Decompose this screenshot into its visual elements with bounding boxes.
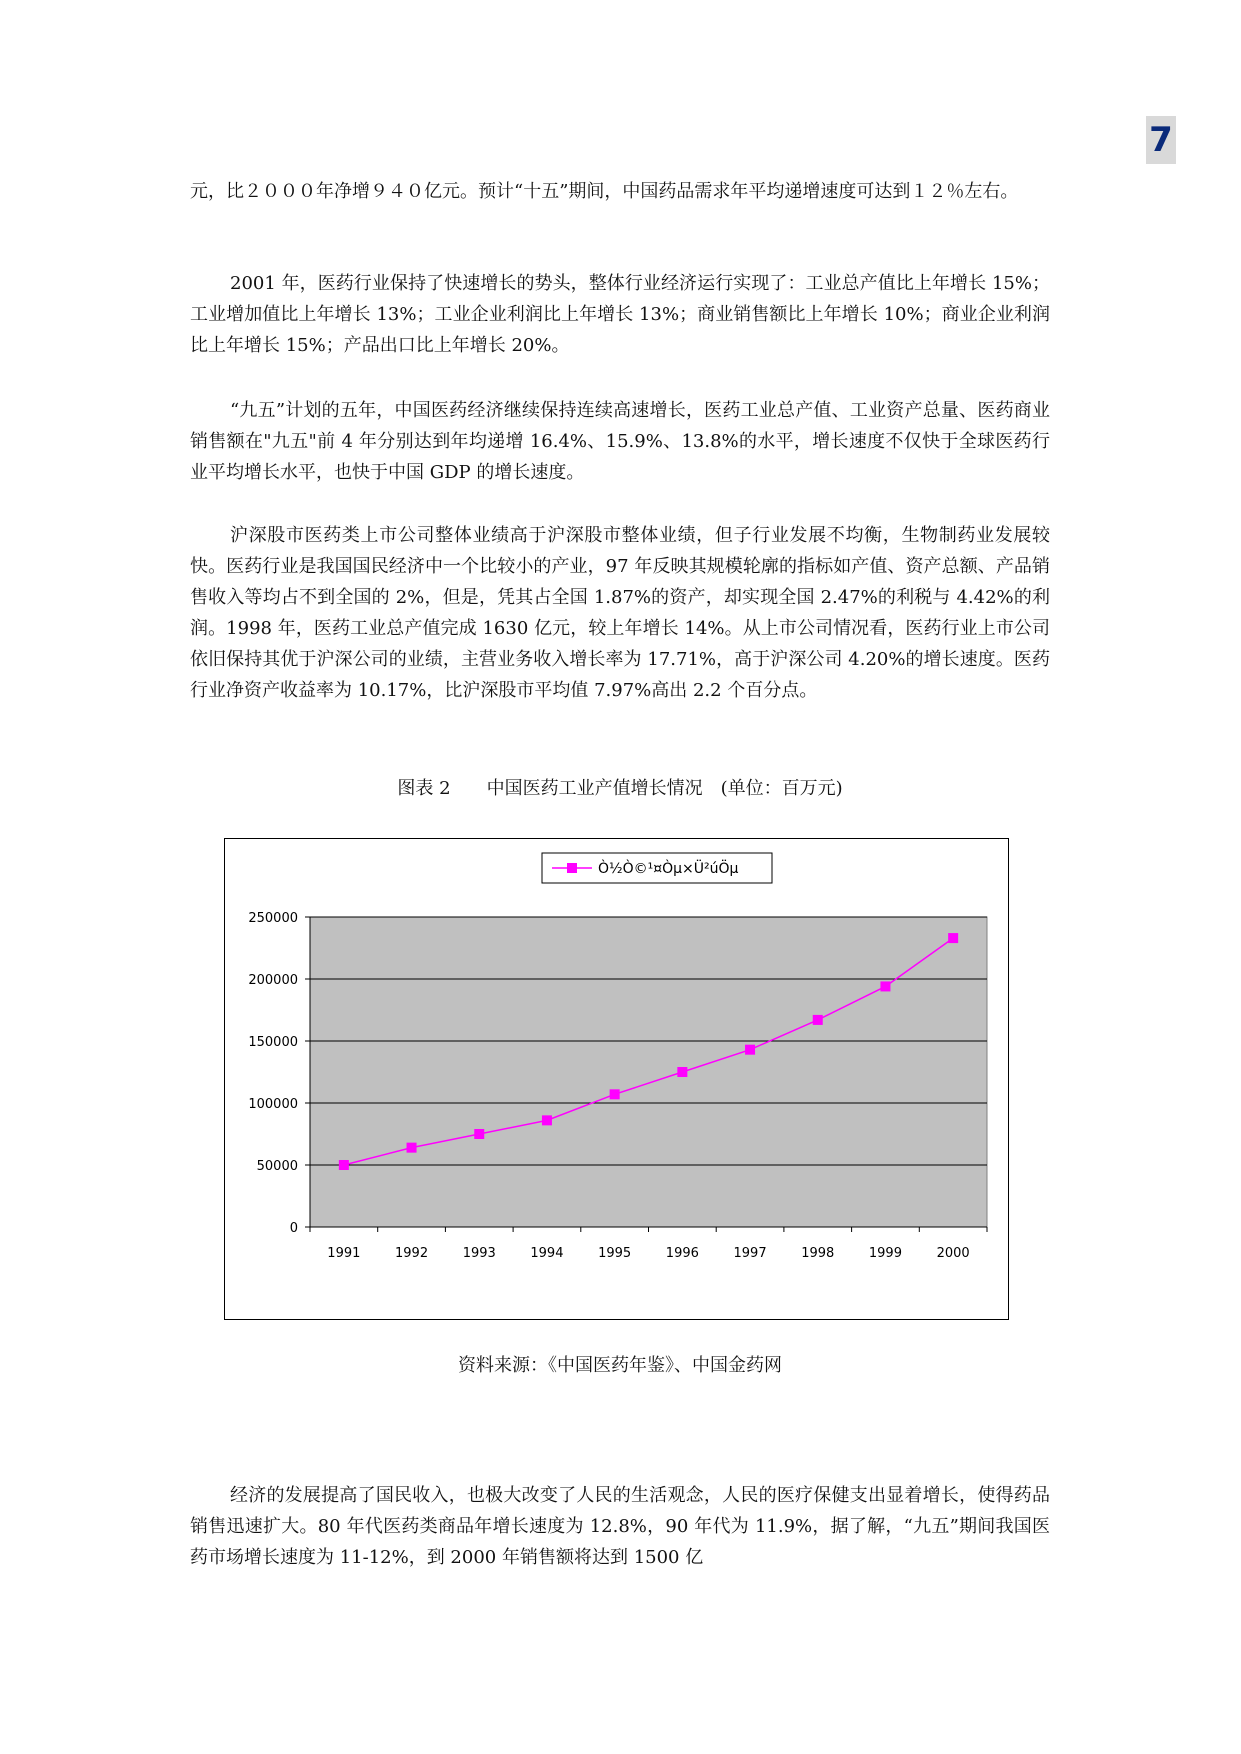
x-tick-label: 1998 bbox=[801, 1246, 835, 1261]
paragraph-3: “九五”计划的五年，中国医药经济继续保持连续高速增长，医药工业总产值、工业资产总量、医药商业销售额在"九五"前 4 年分别达到年均递增 16.4%、15.9%、13.8%的水平，增长速度不仅快于全球医药行业平均增长水平，也快于中国 GDP 的增长速度。 bbox=[190, 400, 1050, 483]
chart-frame bbox=[224, 838, 1009, 1320]
line-chart bbox=[225, 839, 1008, 1319]
figure-caption: 图表 2 中国医药工业产值增长情况 (单位：百万元) bbox=[397, 778, 843, 799]
y-tick-label: 200000 bbox=[248, 973, 298, 988]
paragraph-1: 元，比２０００年净增９４０亿元。预计“十五”期间，中国药品需求年平均递增速度可达到１２％左右。 bbox=[190, 181, 1019, 202]
x-tick-label: 1999 bbox=[868, 1246, 902, 1261]
paragraph-4: 沪深股市医药类上市公司整体业绩高于沪深股市整体业绩，但子行业发展不均衡，生物制药业发展较快。医药行业是我国国民经济中一个比较小的产业，97 年反映其规模轮廓的指标如产值、资产总额、产品销售收入等均占不到全国的 2%，但是，凭其占全国 1.87%的资产，却实现全国 2.47%的利税与 4.42%的利润。1998 年，医药工业总产值完成 1630 亿元，较上年增长 14%。从上市公司情况看，医药行业上市公司依旧保持其优于沪深公司的业绩，主营业务收入增长率为 17.71%，高于沪深公司 4.20%的增长速度。医药行业净资产收益率为 10.17%，比沪深股市平均值 7.97%高出 2.2 个百分点。 bbox=[190, 525, 1050, 701]
y-tick-label: 0 bbox=[289, 1221, 298, 1236]
x-tick-label: 1993 bbox=[462, 1246, 496, 1261]
page-number: 7 bbox=[1146, 116, 1176, 164]
data-point bbox=[745, 1045, 755, 1055]
y-tick-label: 100000 bbox=[248, 1097, 298, 1112]
x-tick-label: 1992 bbox=[395, 1246, 429, 1261]
data-point bbox=[610, 1089, 620, 1099]
x-tick-label: 1997 bbox=[733, 1246, 767, 1261]
data-point bbox=[407, 1143, 417, 1153]
x-tick-label: 1994 bbox=[530, 1246, 564, 1261]
data-point bbox=[880, 981, 890, 991]
x-tick-label: 1996 bbox=[665, 1246, 699, 1261]
data-point bbox=[813, 1015, 823, 1025]
y-tick-label: 50000 bbox=[256, 1159, 298, 1174]
data-point bbox=[542, 1115, 552, 1125]
y-tick-label: 150000 bbox=[248, 1035, 298, 1050]
legend-marker bbox=[567, 863, 577, 873]
figure-source: 资料来源：《中国医药年鉴》、中国金药网 bbox=[458, 1355, 782, 1376]
legend-label: Ò½Ò©¹¤Òµ×Ü²úÖµ bbox=[598, 861, 739, 877]
data-point bbox=[677, 1067, 687, 1077]
x-tick-label: 1995 bbox=[598, 1246, 632, 1261]
plot-area bbox=[310, 917, 987, 1227]
y-tick-label: 250000 bbox=[248, 911, 298, 926]
data-point bbox=[339, 1160, 349, 1170]
paragraph-2: 2001 年，医药行业保持了快速增长的势头，整体行业经济运行实现了：工业总产值比上年增长 15%；工业增加值比上年增长 13%；工业企业利润比上年增长 13%；商业销售额比上年增长 10%；商业企业利润比上年增长 15%；产品出口比上年增长 20%。 bbox=[190, 273, 1050, 356]
x-tick-label: 2000 bbox=[936, 1246, 970, 1261]
data-point bbox=[474, 1129, 484, 1139]
paragraph-5: 经济的发展提高了国民收入，也极大改变了人民的生活观念，人民的医疗保健支出显着增长，使得药品销售迅速扩大。80 年代医药类商品年增长速度为 12.8%，90 年代为 11.9%，据了解，“九五”期间我国医药市场增长速度为 11-12%，到 2000 年销售额将达到 1500 亿 bbox=[190, 1485, 1050, 1568]
x-tick-label: 1991 bbox=[327, 1246, 361, 1261]
data-point bbox=[948, 933, 958, 943]
